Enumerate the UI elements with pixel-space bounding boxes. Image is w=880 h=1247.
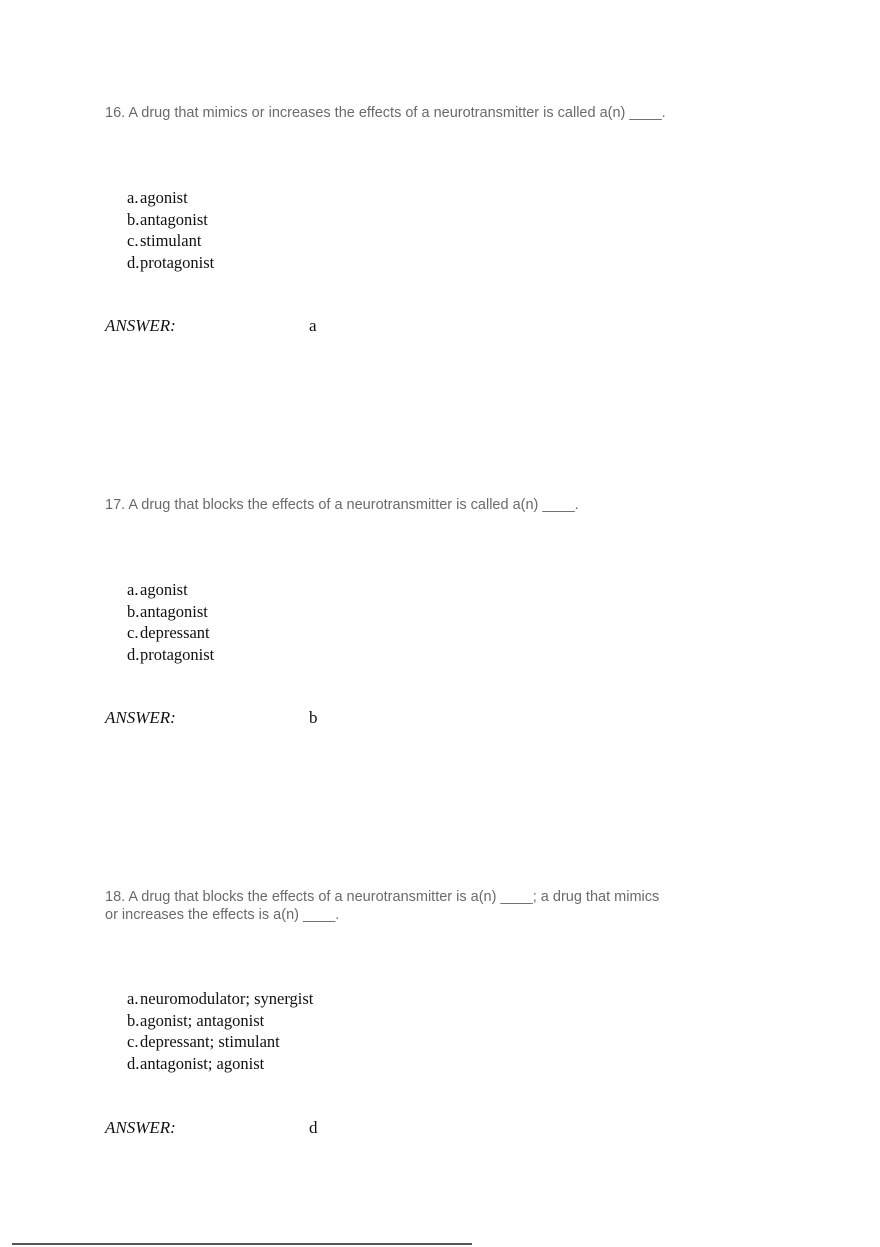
option-a — [127, 988, 313, 1010]
option-text: antagonist; agonist — [140, 1054, 265, 1074]
answer-value: d — [309, 1118, 318, 1137]
option-text: agonist — [140, 580, 188, 599]
option-letter: c. — [127, 231, 139, 251]
answer-label: ANSWER: — [105, 708, 176, 727]
option-d — [127, 644, 214, 666]
option-letter: d. — [127, 645, 140, 665]
option-text: agonist; antagonist — [140, 1010, 265, 1030]
question-16-options — [127, 187, 214, 274]
option-text: protagonist — [140, 645, 215, 665]
option-letter: a. — [127, 188, 139, 207]
option-b — [127, 1010, 313, 1032]
question-18-line-1: 18. A drug that blocks the effects of a neurotransmitter is a(n) ____; a drug that mimics — [105, 889, 660, 905]
option-text: antagonist — [140, 601, 208, 621]
question-17-options — [127, 579, 214, 666]
option-c — [127, 230, 214, 252]
option-d — [127, 1053, 313, 1075]
option-a — [127, 187, 214, 209]
answer-label: ANSWER: — [105, 316, 176, 335]
option-text: neuromodulator; synergist — [140, 989, 314, 1008]
option-letter: a. — [127, 989, 139, 1008]
question-17-text: 17. A drug that blocks the effects of a neurotransmitter is called a(n) ____. — [105, 497, 579, 513]
option-letter: c. — [127, 623, 139, 643]
option-text: antagonist — [140, 209, 208, 229]
option-letter: d. — [127, 1054, 140, 1074]
option-letter: c. — [127, 1032, 139, 1052]
option-b — [127, 601, 214, 623]
option-letter: b. — [127, 601, 140, 621]
option-a — [127, 579, 214, 601]
option-text: agonist — [140, 188, 188, 207]
option-c — [127, 1031, 313, 1053]
question-16-text: 16. A drug that mimics or increases the effects of a neurotransmitter is called a(n) ____. — [105, 105, 666, 121]
option-text: stimulant — [140, 231, 202, 251]
option-text: protagonist — [140, 253, 215, 273]
option-b — [127, 209, 214, 231]
option-letter: d. — [127, 253, 140, 273]
option-letter: a. — [127, 580, 139, 599]
question-18-text — [105, 888, 725, 924]
footer-divider — [12, 1243, 472, 1245]
option-c — [127, 622, 214, 644]
option-letter: b. — [127, 209, 140, 229]
option-d — [127, 252, 214, 274]
option-text: depressant — [140, 623, 210, 643]
question-18-line-2: or increases the effects is a(n) ____. — [105, 907, 340, 923]
answer-label: ANSWER: — [105, 1118, 176, 1137]
option-text: depressant; stimulant — [140, 1032, 280, 1052]
answer-value: b — [309, 708, 318, 727]
option-letter: b. — [127, 1010, 140, 1030]
question-18-options — [127, 988, 313, 1075]
answer-value: a — [309, 316, 317, 335]
